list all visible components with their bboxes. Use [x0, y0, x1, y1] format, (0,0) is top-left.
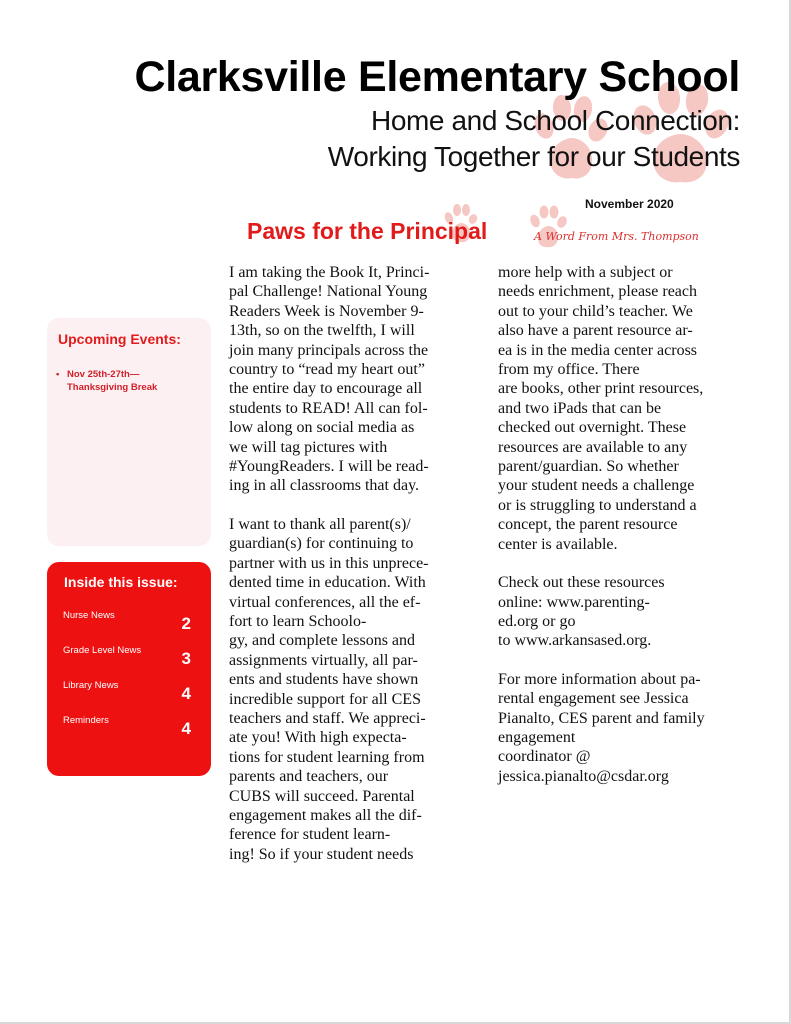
article-line: center is available. [498, 535, 618, 553]
issue-item-page: 2 [181, 614, 191, 633]
event-item [56, 368, 206, 394]
article-line: partner with us in this unprece- [229, 554, 429, 572]
article-line: I am taking the Book It, Princi- [229, 264, 430, 281]
article-line: needs enrichment, please reach [498, 283, 698, 301]
article-line: teachers and staff. We appreci- [229, 709, 426, 727]
article-line: Readers Week is November 9- [229, 302, 424, 320]
article-line: For more information about pa- [498, 670, 701, 688]
event-name: Thanksgiving Break [67, 382, 158, 393]
article-line: ing in all classrooms that day. [229, 477, 420, 495]
article-line: resources are available to any [498, 438, 688, 456]
issue-item-label: Grade Level News [63, 645, 142, 656]
article-line: engagement makes all the dif- [229, 806, 422, 824]
article-line: virtual conferences, all the ef- [229, 593, 421, 611]
article-line: ing! So if your student needs [229, 845, 414, 863]
article-column-left [229, 263, 469, 864]
article-line: or is struggling to understand a [498, 496, 697, 514]
upcoming-events-box [47, 318, 211, 546]
paragraph-gap [498, 651, 758, 670]
subtitle-line-2: Working Together for our Students [327, 141, 740, 172]
events-list [56, 368, 206, 394]
issue-box-title: Inside this issue: [64, 574, 178, 590]
newsletter-subtitle [328, 103, 740, 175]
article-line: incredible support for all CES [229, 690, 421, 708]
issue-item[interactable] [63, 645, 191, 669]
article-line: join many principals across the [229, 341, 429, 359]
article-line: online: www.parenting- [498, 593, 650, 611]
article-line: more help with a subject or [498, 264, 673, 281]
article-line: country to “read my heart out” [229, 361, 425, 379]
article-line: pal Challenge! National Young [229, 283, 428, 301]
article-line: from my office. There [498, 361, 640, 379]
article-line: checked out overnight. These [498, 419, 687, 437]
article-line: ference for student learn- [229, 826, 391, 844]
issue-date: November 2020 [585, 197, 674, 211]
article-line: also have a parent resource ar- [498, 322, 693, 340]
issue-item-page: 4 [181, 684, 191, 703]
subtitle-line-1: Home and School Connection: [371, 105, 740, 136]
article-line: rental engagement see Jessica [498, 690, 689, 708]
bullet-icon: • [56, 369, 60, 380]
article-line: students to READ! All can fol- [229, 399, 428, 417]
article-line: ents and students have shown [229, 671, 419, 689]
article-line: gy, and complete lessons and [229, 632, 416, 650]
article-line: CUBS will succeed. Parental [229, 787, 415, 805]
issue-item[interactable] [63, 680, 191, 704]
inside-this-issue-box [47, 562, 211, 776]
article-line: and two iPads that can be [498, 399, 662, 417]
school-name: Clarksville Elementary School [134, 53, 740, 101]
article-line: ea is in the media center across [498, 341, 698, 359]
article-line: I want to thank all parent(s)/ [229, 515, 411, 533]
article-line: parent/guardian. So whether [498, 458, 679, 476]
article-line: fort to learn Schoolo- [229, 612, 367, 630]
article-line: parents and teachers, our [229, 768, 389, 786]
issue-item-page: 4 [181, 719, 191, 738]
article-line: Check out these resources [498, 574, 665, 592]
article-line: ed.org or go [498, 612, 576, 630]
section-tagline: A Word From Mrs. Thompson [534, 230, 699, 243]
issue-item-label: Library News [63, 680, 119, 691]
events-title: Upcoming Events: [58, 331, 181, 347]
article-line: out to your child’s teacher. We [498, 302, 693, 320]
article-line: your student needs a challenge [498, 477, 695, 495]
section-heading: Paws for the Principal [247, 218, 488, 244]
issue-item-page: 3 [181, 649, 191, 668]
issue-item[interactable] [63, 610, 191, 634]
article-line: Pianalto, CES parent and family [498, 709, 705, 727]
article-line: #YoungReaders. I will be read- [229, 458, 429, 476]
paragraph-gap [229, 496, 469, 515]
article-line: jessica.pianalto@csdar.org [498, 767, 669, 785]
event-date: Nov 25th-27th— [67, 369, 140, 380]
article-line: tions for student learning from [229, 748, 425, 766]
issue-item-label: Reminders [63, 715, 109, 726]
issue-item-label: Nurse News [63, 610, 115, 621]
paragraph-gap [498, 554, 758, 573]
article-line: the entire day to encourage all [229, 380, 423, 398]
article-line: low along on social media as [229, 419, 415, 437]
article-line: to www.arkansased.org. [498, 632, 652, 650]
article-line: are books, other print resources, [498, 380, 704, 398]
article-line: we will tag pictures with [229, 438, 388, 456]
article-line: dented time in education. With [229, 574, 426, 592]
article-line: ate you! With high expecta- [229, 729, 407, 747]
article-line: coordinator @ [498, 748, 591, 766]
article-line: 13th, so on the twelfth, I will [229, 322, 415, 340]
issue-item[interactable] [63, 715, 191, 739]
article-line: assignments virtually, all par- [229, 651, 418, 669]
article-line: guardian(s) for continuing to [229, 535, 414, 553]
article-line: engagement [498, 728, 576, 746]
article-line: concept, the parent resource [498, 516, 678, 534]
article-column-right [498, 263, 758, 786]
